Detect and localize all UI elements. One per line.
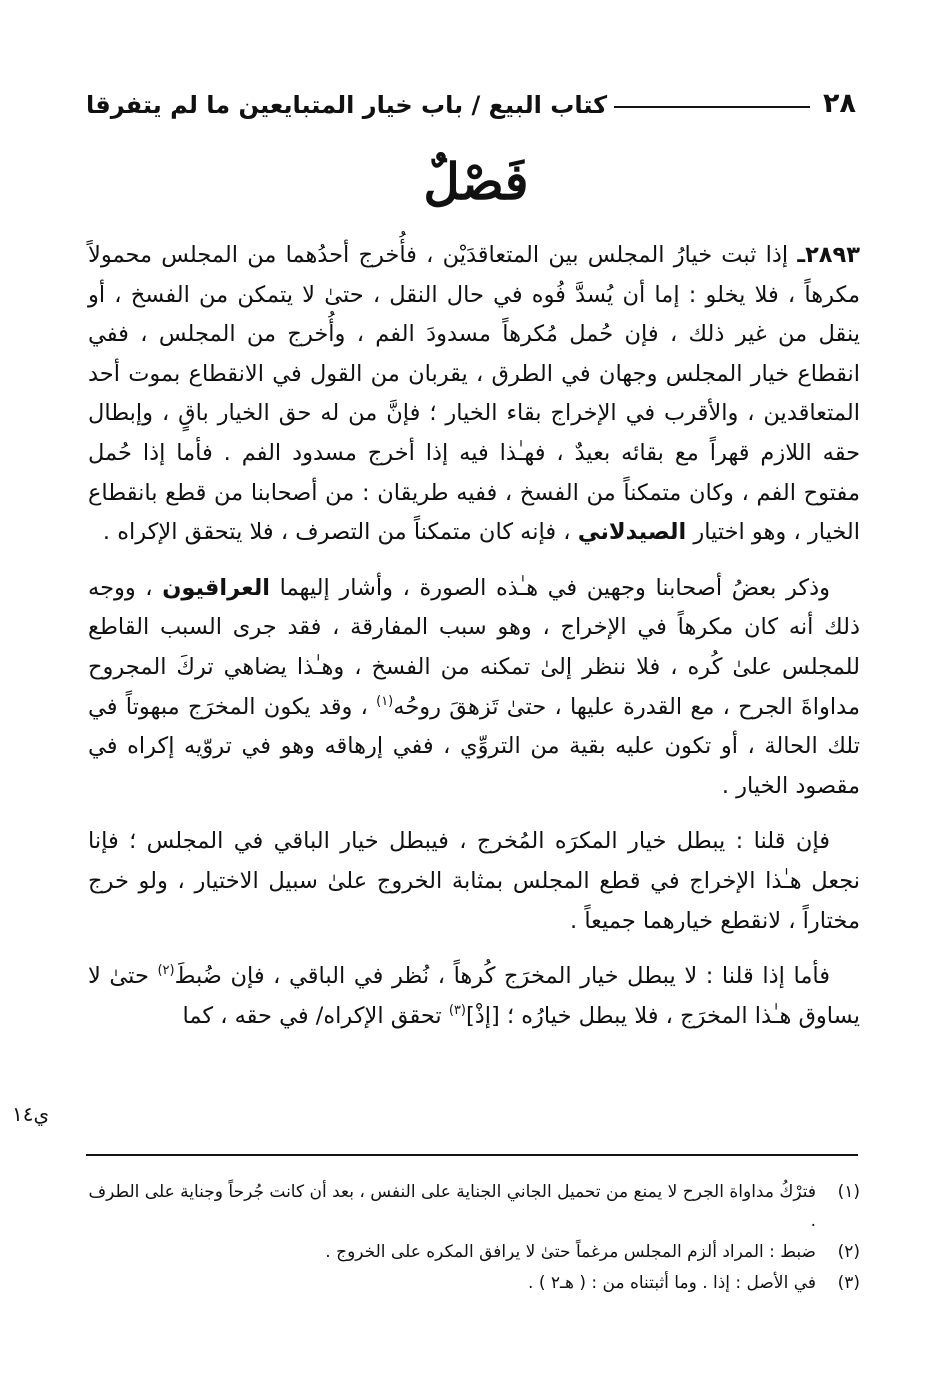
page-number: ٢٨ — [823, 88, 856, 119]
footnote-text: فترْكُ مداواة الجرح لا يمنع من تحميل الجاني الجناية على النفس ، بعد أن كانت جُرحاً وجناية على الطرف . — [88, 1182, 816, 1231]
paragraph-text: إذا ثبت خيارُ المجلس بين المتعاقدَيْن ، فأُخرج أحدُهما من المجلس محمولاً مكرهاً ، فلا يخلو : إما أن يُسدَّ فُوه في حال النقل ، حتىٰ لا يتمكن من الفسخ ، أو ينقل من غير ذلك ، فإن حُمل مُكرهاً مسدودَ الفم ، وأُخرج من المجلس ، ففي انقطاع خيار المجلس وجهان في الطرق ، يقربان من القول في الانقطاع بموت أحد المتعاقدين ، والأقرب في الإخراج بقاء الخيار ؛ فإنَّ من له حق الخيار باقٍ ، وإبطال حقه اللازم قهراً مع بقائه بعيدٌ ، فهـٰذا فيه إذا أخرج مسدود الفم . فأما إذا حُمل مفتوح الفم ، وكان متمكناً من الفسخ ، ففيه طريقان : من أصحابنا من قطع بانقطاع الخيار ، وهو اختيار — [88, 242, 860, 546]
footnote-1 — [88, 1178, 860, 1236]
main-text — [88, 236, 860, 1036]
paragraph-2893 — [88, 236, 860, 553]
paragraph-text: فأما إذا قلنا : لا يبطل خيار المخرَج كُرهاً ، نُظر في الباقي ، فإن ضُبطَ — [174, 963, 830, 990]
running-title: كتاب البيع / باب خيار المتبايعين ما لم يتفرقا — [86, 91, 608, 119]
paragraph-text: حتىٰ لا يساوق هـٰذا المخرَج ، فلا يبطل خيارُه ؛ [إذْ] — [88, 963, 860, 1029]
page-header — [86, 86, 856, 126]
footnote-text: ضبط : المراد ألزم المجلس مرغماً حتىٰ لا يرافق المكره على الخروج . — [325, 1242, 816, 1262]
footnotes — [88, 1178, 860, 1300]
footnote-reference: (٢) — [157, 963, 175, 979]
header-rule — [614, 106, 810, 108]
footnote-text: في الأصل : إذا . وما أثبتناه من : ( هـ٢ ) . — [528, 1273, 816, 1293]
bold-name: الصيدلاني — [577, 519, 687, 546]
footnote-3 — [88, 1269, 860, 1298]
paragraph-text: فإن قلنا : يبطل خيار المكرَه المُخرج ، فيبطل خيار الباقي في المجلس ؛ فإنا نجعل هـٰذا الإخراج في قطع المجلس بمثابة الخروج علىٰ سبيل الاختيار ، ولو خرج مختاراً ، لانقطع خيارهما جميعاً . — [88, 828, 860, 934]
margin-manuscript-note: ي١٤ — [12, 1102, 50, 1126]
footnote-reference: (٣) — [448, 1002, 466, 1018]
bold-name: العراقيون — [162, 574, 270, 601]
paragraph-text: ، ووجه ذلك أنه كان مكرهاً في الإخراج ، وهو سبب المفارقة ، فقد جرى السبب القاطع للمجلس علىٰ كُره ، فلا ننظر إلىٰ تمكنه من الفسخ ، وهـٰذا يضاهي تركَ المجروح مداواةَ الجرح ، مع القدرة عليها ، حتىٰ تَزهقَ روحُه — [88, 574, 860, 720]
section-heading: فَصْلٌ — [423, 152, 529, 211]
footnote-separator — [86, 1154, 858, 1156]
paragraph-text: وذكر بعضُ أصحابنا وجهين في هـٰذه الصورة ، وأشار إليهما — [270, 574, 830, 601]
footnote-reference: (١) — [376, 693, 394, 709]
paragraph-text: تحقق الإكراه/ في حقه ، كما — [182, 1002, 449, 1029]
footnote-mark: (٣) — [837, 1273, 860, 1293]
paragraph-number: ٢٨٩٣ـ — [797, 242, 860, 268]
footnote-2 — [88, 1238, 860, 1267]
footnote-mark: (٢) — [837, 1242, 860, 1262]
footnote-mark: (١) — [837, 1182, 860, 1202]
paragraph-second-view — [88, 569, 860, 807]
paragraph-if-we-say — [88, 822, 860, 941]
paragraph-text: ، وقد يكون المخرَج مبهوتاً في تلك الحالة ، أو تكون عليه بقية من التروِّي ، ففي إرهاقه وهو في تروّيه إكراه في مقصود الخيار . — [88, 693, 860, 799]
paragraph-but-if-we-say — [88, 957, 860, 1036]
paragraph-text: ، فإنه كان متمكناً من التصرف ، فلا يتحقق الإكراه . — [102, 519, 578, 546]
